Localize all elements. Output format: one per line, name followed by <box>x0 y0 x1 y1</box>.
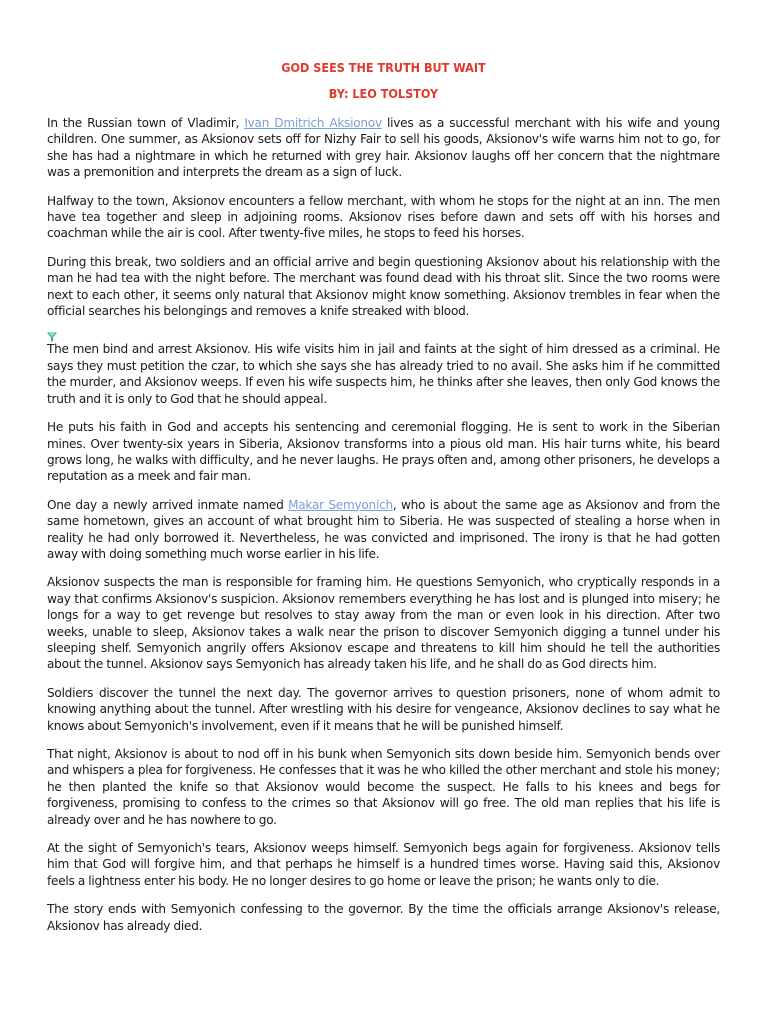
paragraph-4: The men bind and arrest Aksionov. His wife visits him in jail and faints at the sight of him dressed as a criminal. He says they must petition the czar, to which she says she has already tried to no avail. She asks him if he committed the murder, and Aksionov weeps. If even his wife suspects him, he thinks after she leaves, then only God knows the truth and it is only to God that he should appeal. <box>47 342 720 406</box>
paragraph-5: He puts his faith in God and accepts his sentencing and ceremonial flogging. He is sent to work in the Siberian mines. Over twenty-six years in Siberia, Aksionov transforms into a pious old man. His hair turns white, his beard grows long, he walks with difficulty, and he never laughs. He prays often and, among other prisoners, he develops a reputation as a meek and fair man. <box>47 420 720 484</box>
paragraph-1-before: In the Russian town of Vladimir, <box>47 116 245 130</box>
paragraph-1-after: lives as a successful merchant with his wife and young children. One summer, as Aksionov sets off for Nizhy Fair to sell his goods, Aksionov's wife warns him not to go, for she has had a nightmare in which he returned with grey hair. Aksionov laughs off her concern that the nightmare was a premonition and interprets the dream as a sign of luck. <box>47 116 720 180</box>
paragraph-11: The story ends with Semyonich confessing to the governor. By the time the officials arrange Aksionov's release, Aksionov has already died. <box>47 902 720 933</box>
link-makar-semyonich[interactable]: Makar Semyonich <box>288 497 393 512</box>
marker-row <box>47 327 720 337</box>
paragraph-2: Halfway to the town, Aksionov encounters a fellow merchant, with whom he stops for the night at an inn. The men have tea together and sleep in adjoining rooms. Aksionov rises before dawn and sets off with his horses and coachman while the air is cool. After twenty-five miles, he stops to feed his horses. <box>47 193 720 241</box>
paragraph-6 <box>47 497 720 563</box>
paragraph-6-after: , who is about the same age as Aksionov and from the same hometown, gives an account of what brought him to Siberia. He was suspected of stealing a horse when in reality he had only borrowed it. Nevertheless, he was convicted and imprisoned. The irony is that he had gotten away with doing something much worse earlier in his life. <box>47 497 720 561</box>
document-page <box>47 58 720 946</box>
document-title: GOD SEES THE TRUTH BUT WAIT <box>281 60 486 75</box>
link-ivan-aksionov[interactable]: Ivan Dmitrich Aksionov <box>244 116 382 130</box>
document-author: BY: LEO TOLSTOY <box>328 86 439 101</box>
paragraph-9: That night, Aksionov is about to nod off in his bunk when Semyonich sits down beside him. Semyonich bends over and whispers a plea for forgiveness. He confesses that it was he who killed the other merchant and stole his money; he then planted the knife so that Aksionov would become the suspect. He falls to his knees and begs for forgiveness, promising to confess to the crimes so that Aksionov will go free. The old man replies that his life is already over and he has nowhere to go. <box>47 747 720 827</box>
paragraph-6-before: One day a newly arrived inmate named <box>47 497 289 512</box>
comment-marker-icon[interactable] <box>47 327 57 337</box>
paragraph-7: Aksionov suspects the man is responsible for framing him. He questions Semyonich, who cryptically responds in a way that confirms Aksionov's suspicion. Aksionov remembers everything he has lost and is plunged into misery; he longs for a way to get revenge but resolves to stay away from the man or even look in his direction. After two weeks, unable to sleep, Aksionov takes a walk near the prison to discover Semyonich digging a tunnel under his sleeping shelf. Semyonich angrily offers Aksionov escape and threatens to kill him should he tell the authorities about the tunnel. Aksionov says Semyonich has already taken his life, and he shall do as God directs him. <box>47 575 720 672</box>
paragraph-1 <box>47 115 720 181</box>
paragraph-8: Soldiers discover the tunnel the next day. The governor arrives to question prisoners, none of whom admit to knowing anything about the tunnel. After wrestling with his desire for vengeance, Aksionov declines to say what he knows about Semyonich's involvement, even if it means that he will be punished himself. <box>47 685 720 733</box>
paragraph-10: At the sight of Semyonich's tears, Aksionov weeps himself. Semyonich begs again for forgiveness. Aksionov tells him that God will forgive him, and that perhaps he himself is a hundred times worse. Having said this, Aksionov feels a lightness enter his body. He no longer desires to go home or leave the prison; he wants only to die. <box>47 841 720 888</box>
paragraph-3: During this break, two soldiers and an official arrive and begin questioning Aksionov about his relationship with the man he had tea with the night before. The merchant was found dead with his throat slit. Since the two rooms were next to each other, it seems only natural that Aksionov might know something. Aksionov trembles in fear when the official searches his belongings and removes a knife streaked with blood. <box>47 254 720 319</box>
